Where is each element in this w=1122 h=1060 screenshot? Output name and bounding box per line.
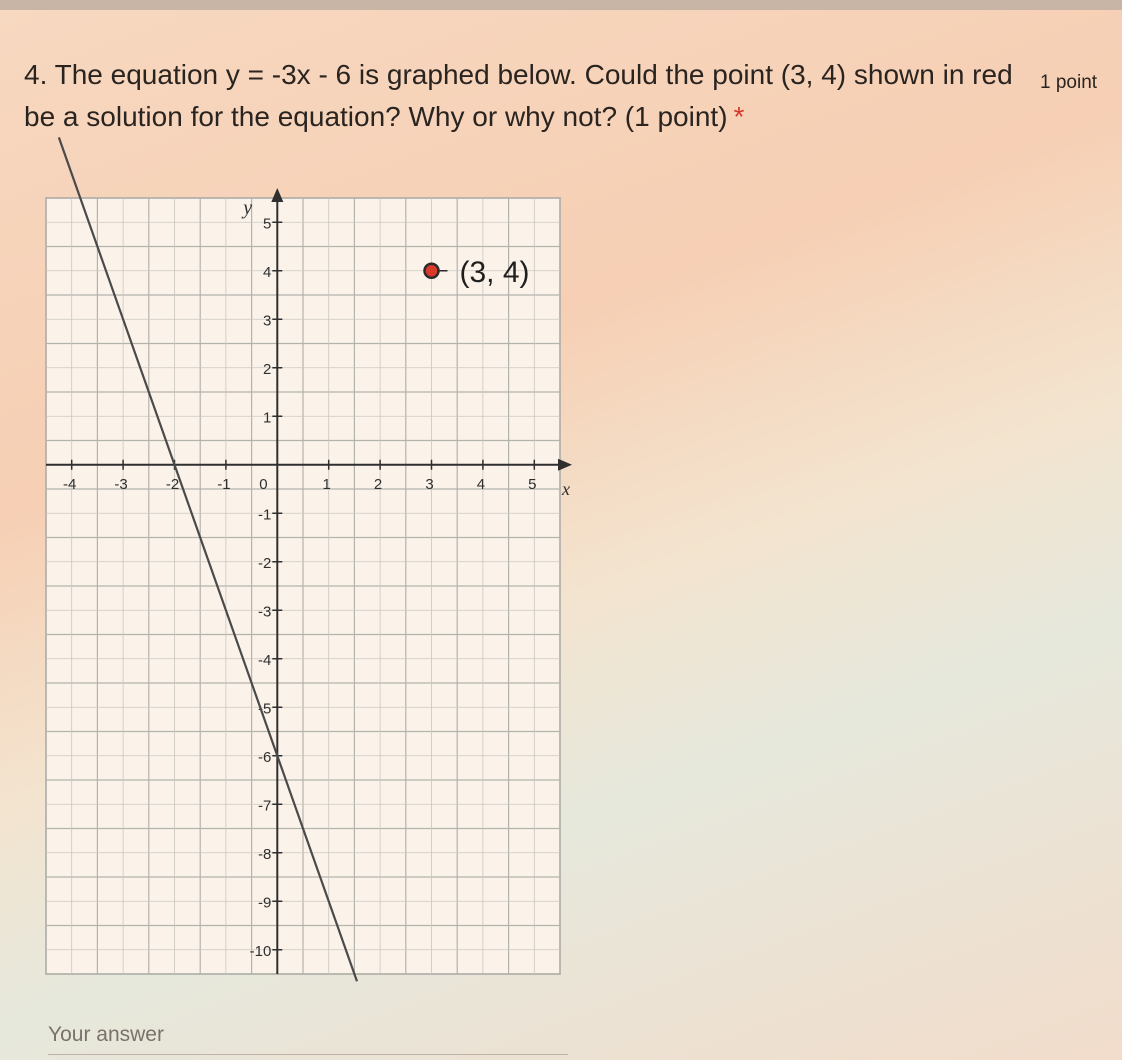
y-tick-label: -2	[257, 554, 272, 572]
required-asterisk: *	[733, 101, 745, 132]
y-tick-label: 4	[262, 263, 272, 281]
x-axis-label: x	[562, 478, 570, 499]
y-tick-label: 5	[262, 215, 272, 233]
question-header	[24, 54, 1114, 154]
top-edge-strip	[0, 0, 1122, 10]
answer-field[interactable]	[48, 1018, 568, 1055]
y-tick-label: -7	[257, 797, 272, 815]
highlight-point	[425, 264, 439, 278]
question-text: 4. The equation y = -3x - 6 is graphed below. Could the point (3, 4) shown in red be a solution for the equation? Why or why not? (1 point)	[24, 59, 1013, 132]
coordinate-plane	[38, 190, 568, 982]
y-tick-label: -8	[257, 845, 272, 863]
question-title	[24, 54, 1024, 138]
y-axis-arrowhead	[271, 188, 283, 202]
x-tick-label: -1	[217, 475, 231, 493]
y-tick-label: 3	[262, 312, 272, 330]
x-tick-label: 3	[425, 475, 434, 493]
y-axis-label: y	[243, 197, 253, 219]
y-tick-label: -10	[249, 942, 272, 960]
x-tick-label: -4	[63, 475, 77, 493]
answer-input[interactable]	[48, 1018, 568, 1052]
graph-image	[38, 190, 568, 982]
x-tick-label: 1	[322, 475, 331, 493]
x-tick-label: -3	[114, 475, 128, 493]
points-label: 1 point	[1040, 72, 1098, 93]
x-tick-label: 5	[528, 475, 537, 493]
x-tick-label: -2	[165, 475, 180, 493]
x-axis-arrowhead	[558, 459, 572, 471]
x-tick-label: 2	[373, 475, 383, 493]
y-tick-label: -1	[257, 506, 272, 524]
origin-label: 0	[259, 475, 268, 493]
y-tick-label: -9	[257, 894, 272, 912]
y-tick-label: 2	[262, 360, 272, 378]
y-tick-label: -4	[257, 651, 272, 669]
y-tick-label: -5	[257, 700, 272, 718]
y-tick-label: 1	[262, 409, 272, 427]
y-tick-label: -3	[257, 603, 272, 621]
highlight-point-label: (3, 4)	[459, 255, 530, 289]
y-tick-label: -6	[257, 748, 272, 766]
x-tick-label: 4	[476, 475, 486, 493]
